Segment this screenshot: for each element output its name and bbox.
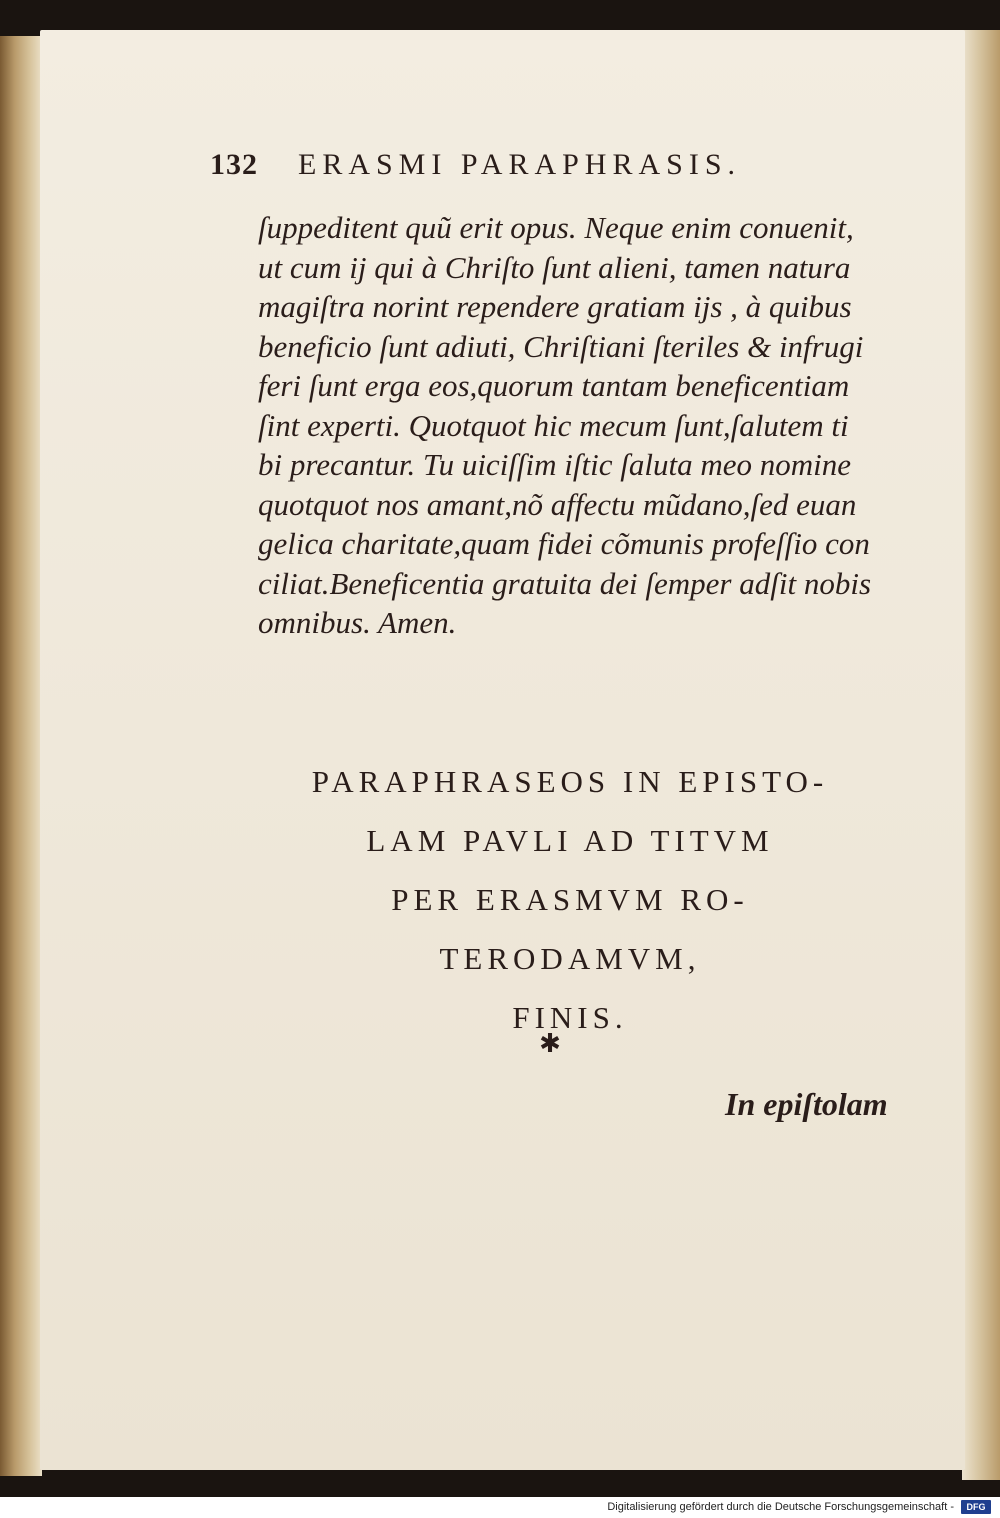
- text-line: omnibus. Amen.: [258, 605, 457, 640]
- running-header: [210, 148, 890, 192]
- colophon-line: PARAPHRASEOS IN EPISTO-: [311, 764, 829, 799]
- text-line: ut cum ij qui à Chriſto ſunt alieni, tamen natura: [258, 249, 851, 285]
- book-right-edge: [962, 30, 1000, 1480]
- colophon-line: TERODAMVM,: [439, 941, 701, 976]
- ornament-icon: ✱: [539, 1029, 561, 1059]
- text-line: feri ſunt erga eos,quorum tantam beneficentiam: [258, 368, 850, 403]
- colophon: [230, 752, 910, 1047]
- text-line: magiſtra norint rependere gratiam ijs , à quibus: [258, 289, 852, 324]
- book-left-edge: [0, 36, 42, 1476]
- running-title: ERASMI PARAPHRASIS.: [298, 148, 742, 181]
- colophon-line: FINIS.: [512, 1000, 628, 1035]
- text-line: gelica charitate,quam fidei cõmunis profeſſio con: [258, 526, 870, 561]
- dfg-logo: DFG: [961, 1500, 991, 1514]
- text-line: ciliat.Beneficentia gratuita dei ſemper adſit nobis: [258, 565, 872, 601]
- catchword: In epiſtolam: [725, 1086, 888, 1122]
- text-line: ſint experti. Quotquot hic mecum ſunt,ſalutem ti: [258, 407, 849, 443]
- text-line: bi precantur. Tu uiciſſim iſtic ſaluta meo nomine: [258, 447, 851, 482]
- page-number: 132: [210, 148, 258, 181]
- colophon-line: LAM PAVLI AD TITVM: [366, 823, 774, 858]
- footer-credit: Digitalisierung gefördert durch die Deutsche Forschungsgemeinschaft -: [607, 1501, 954, 1513]
- body-text: [258, 208, 908, 643]
- text-line: beneficio ſunt adiuti, Chriſtiani ſteriles & infrugi: [258, 328, 864, 364]
- text-line: ſuppeditent quũ erit opus. Neque enim conuenit,: [258, 210, 854, 245]
- text-line: quotquot nos amant,nõ affectu mũdano,ſed euan: [258, 486, 857, 522]
- colophon-line: PER ERASMVM RO-: [391, 882, 749, 917]
